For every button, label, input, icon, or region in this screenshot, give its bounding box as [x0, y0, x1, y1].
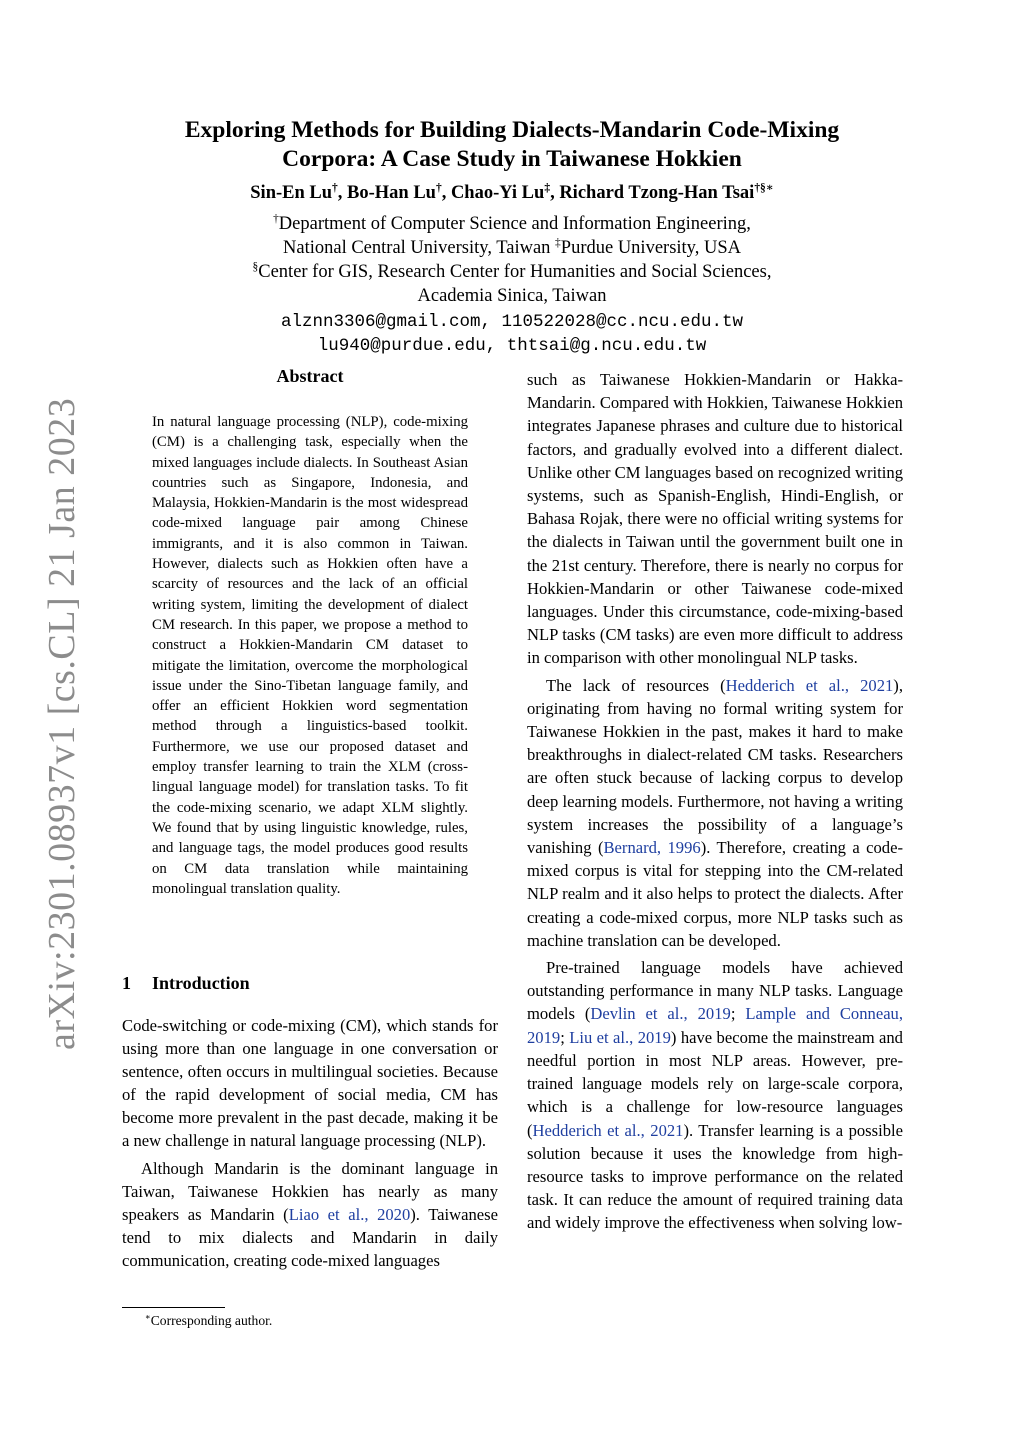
paragraph: Code-switching or code-mixing (CM), which stands for using more than one language in one conversation or sentence, often occurs in multilingual societies. Because of the rapid development of social media, CM has become more prevalent in the past decade, making it be a new challenge in natural language processing (NLP).: [122, 1016, 498, 1151]
paragraph-text: ) have become the mainstream and needful portion in most NLP areas. However, pre-trained language models rely on large-scale corpora, which is a challenge for low-resource languages (: [527, 1027, 903, 1140]
affiliation-line: Academia Sinica, Taiwan: [417, 286, 607, 306]
arxiv-side-stamp: arXiv:2301.08937v1 [cs.CL] 21 Jan 2023: [41, 397, 83, 1050]
email-line: lu940@purdue.edu, thtsai@g.ncu.edu.tw: [317, 336, 707, 356]
paragraph-text: Pre-trained language models have achieved outstanding performance in many NLP tasks. Language models (: [527, 958, 903, 1024]
affiliation-line: [110, 212, 914, 236]
footnote-rule: [122, 1307, 225, 1308]
citation-link[interactable]: Hedderich et al., 2021: [532, 1120, 684, 1140]
footnote: [145, 1313, 272, 1329]
affil-mark: §: [252, 260, 259, 273]
affiliation-text: Purdue University, USA: [560, 238, 741, 258]
affil-mark: †: [273, 212, 279, 225]
paragraph-text: ). Taiwanese tend to mix dialects and Mandarin in daily communication, creating code-mixed languages: [122, 1204, 498, 1270]
section-title: Introduction: [152, 973, 250, 993]
author-name: Bo-Han Lu: [347, 183, 436, 203]
abstract-text: In natural language processing (NLP), code-mixing (CM) is a challenging task, especially when the mixed languages include dialects. In Southeast Asian countries such as Singapore, Indonesia, and Malaysia, Hokkien-Mandarin is the most widespread code-mixed language pair among Chinese immigrants, and it is also common in Taiwan. However, dialects such as Hokkien often have a scarcity of resources and the lack of an official writing system, limiting the development of dialect CM research. In this paper, we propose a method to construct a Hokkien-Mandarin CM dataset to mitigate the limitation, overcome the morphological issue under the Sino-Tibetan language family, and offer an efficient Hokkien word segmentation method through a linguistics-based toolkit. Furthermore, we use our proposed dataset and employ transfer learning to train the XLM (cross-lingual language model) for translation tasks. To fit the code-mixing scenario, we adapt XLM slightly. We found that by using linguistic knowledge, rules, and language tags, the model produces good results on CM data translation while maintaining monolingual translation quality.: [152, 414, 468, 897]
author-affil-mark: †: [332, 181, 338, 194]
paragraph-text: ). Therefore, creating a code-mixed corpus is vital for stepping into the CM-related NLP realm and it also helps to protect the dialects. After creating a code-mixed corpus, more NLP tasks such as machine translation can be developed.: [527, 838, 903, 950]
intro-left-column: [122, 1014, 498, 1272]
email-line: alznn3306@gmail.com, 110522028@cc.ncu.edu.tw: [280, 312, 744, 332]
author-affil-mark: ‡: [544, 181, 551, 194]
section-number: 1: [122, 973, 131, 993]
citation-link[interactable]: Hedderich et al., 2021: [725, 675, 894, 695]
title-line-2: Corpora: A Case Study in Taiwanese Hokkien: [282, 146, 742, 172]
author-affil-mark: †: [435, 181, 442, 194]
paragraph-text: ), originating from having no formal writing system for Taiwanese Hokkien in the past, makes it hard to make breakthroughs in dialect-related CM tasks. Researchers are often stuck because of lacking corpus to develop deep learning models. Furthermore, not having a writing system increases the possibility of a language’s vanishing (: [527, 675, 903, 858]
section-heading-introduction: [122, 973, 250, 994]
paragraph: [527, 674, 903, 952]
title-line-1: Exploring Methods for Building Dialects-Mandarin Code-Mixing: [184, 117, 840, 143]
affiliation-text: Center for GIS, Research Center for Humanities and Social Sciences,: [258, 262, 772, 282]
citation-link[interactable]: Devlin et al., 2019: [590, 1004, 731, 1024]
author-name: Richard Tzong-Han Tsai: [559, 183, 755, 203]
citation-link[interactable]: Liao et al., 2020: [288, 1204, 411, 1224]
affiliation-line: [110, 236, 914, 260]
affiliation-text: Department of Computer Science and Information Engineering,: [278, 214, 751, 234]
paragraph: [122, 1157, 498, 1272]
affiliation-text: National Central University, Taiwan: [283, 238, 556, 258]
author-name: Chao-Yi Lu: [450, 183, 545, 203]
author-emails: [110, 310, 914, 358]
affiliations: [110, 212, 914, 308]
citation-link[interactable]: Bernard, 1996: [603, 838, 701, 858]
footnote-mark: ∗: [145, 1311, 151, 1322]
citation-link[interactable]: Liu et al., 2019: [569, 1027, 671, 1047]
footnote-text: Corresponding author.: [150, 1313, 273, 1328]
author-name: Sin-En Lu: [250, 183, 333, 203]
paragraph-text: ). Transfer learning is a possible solution because it uses the knowledge from high-resource tasks to improve performance on the related task. It can reduce the amount of required training data and widely improve the effectiveness when solving low-: [527, 1120, 903, 1233]
author-list: Sin-En Lu†, Bo-Han Lu†, Chao-Yi Lu‡, Richard Tzong-Han Tsai†§∗: [250, 181, 774, 203]
paragraph-text: The lack of resources (: [546, 675, 726, 695]
author-affil-mark: †§∗: [754, 181, 774, 194]
paragraph-text: Although Mandarin is the dominant language in Taiwan, Taiwanese Hokkien has nearly as many speakers as Mandarin (: [122, 1158, 498, 1224]
citation-link[interactable]: Lample and Conneau, 2019: [527, 1004, 904, 1047]
paragraph-text: ;: [730, 1004, 746, 1024]
affil-mark: ‡: [555, 236, 561, 249]
paragraph: such as Taiwanese Hokkien-Mandarin or Hakka-Mandarin. Compared with Hokkien, Taiwanese Hokkien integrates Japanese phrases and culture due to historical factors, and gradually evolved into a different dialect. Unlike other CM languages based on recognized writing systems, such as Spanish-English, Hindi-English, or Bahasa Rojak, there were no official writing systems for the dialects in Taiwan until the government built one in the 21st century. Therefore, there is nearly no corpus for Hokkien-Mandarin or other Taiwanese code-mixed languages. Under this circumstance, code-mixing-based NLP tasks (CM tasks) are even more difficult to address in comparison with other monolingual NLP tasks.: [527, 370, 903, 668]
intro-right-column: [527, 368, 903, 1235]
paragraph-text: ;: [560, 1027, 570, 1047]
affiliation-line: [110, 260, 914, 284]
paragraph: [527, 956, 903, 1234]
abstract-heading: Abstract: [276, 366, 344, 386]
paper-title: [110, 116, 914, 174]
